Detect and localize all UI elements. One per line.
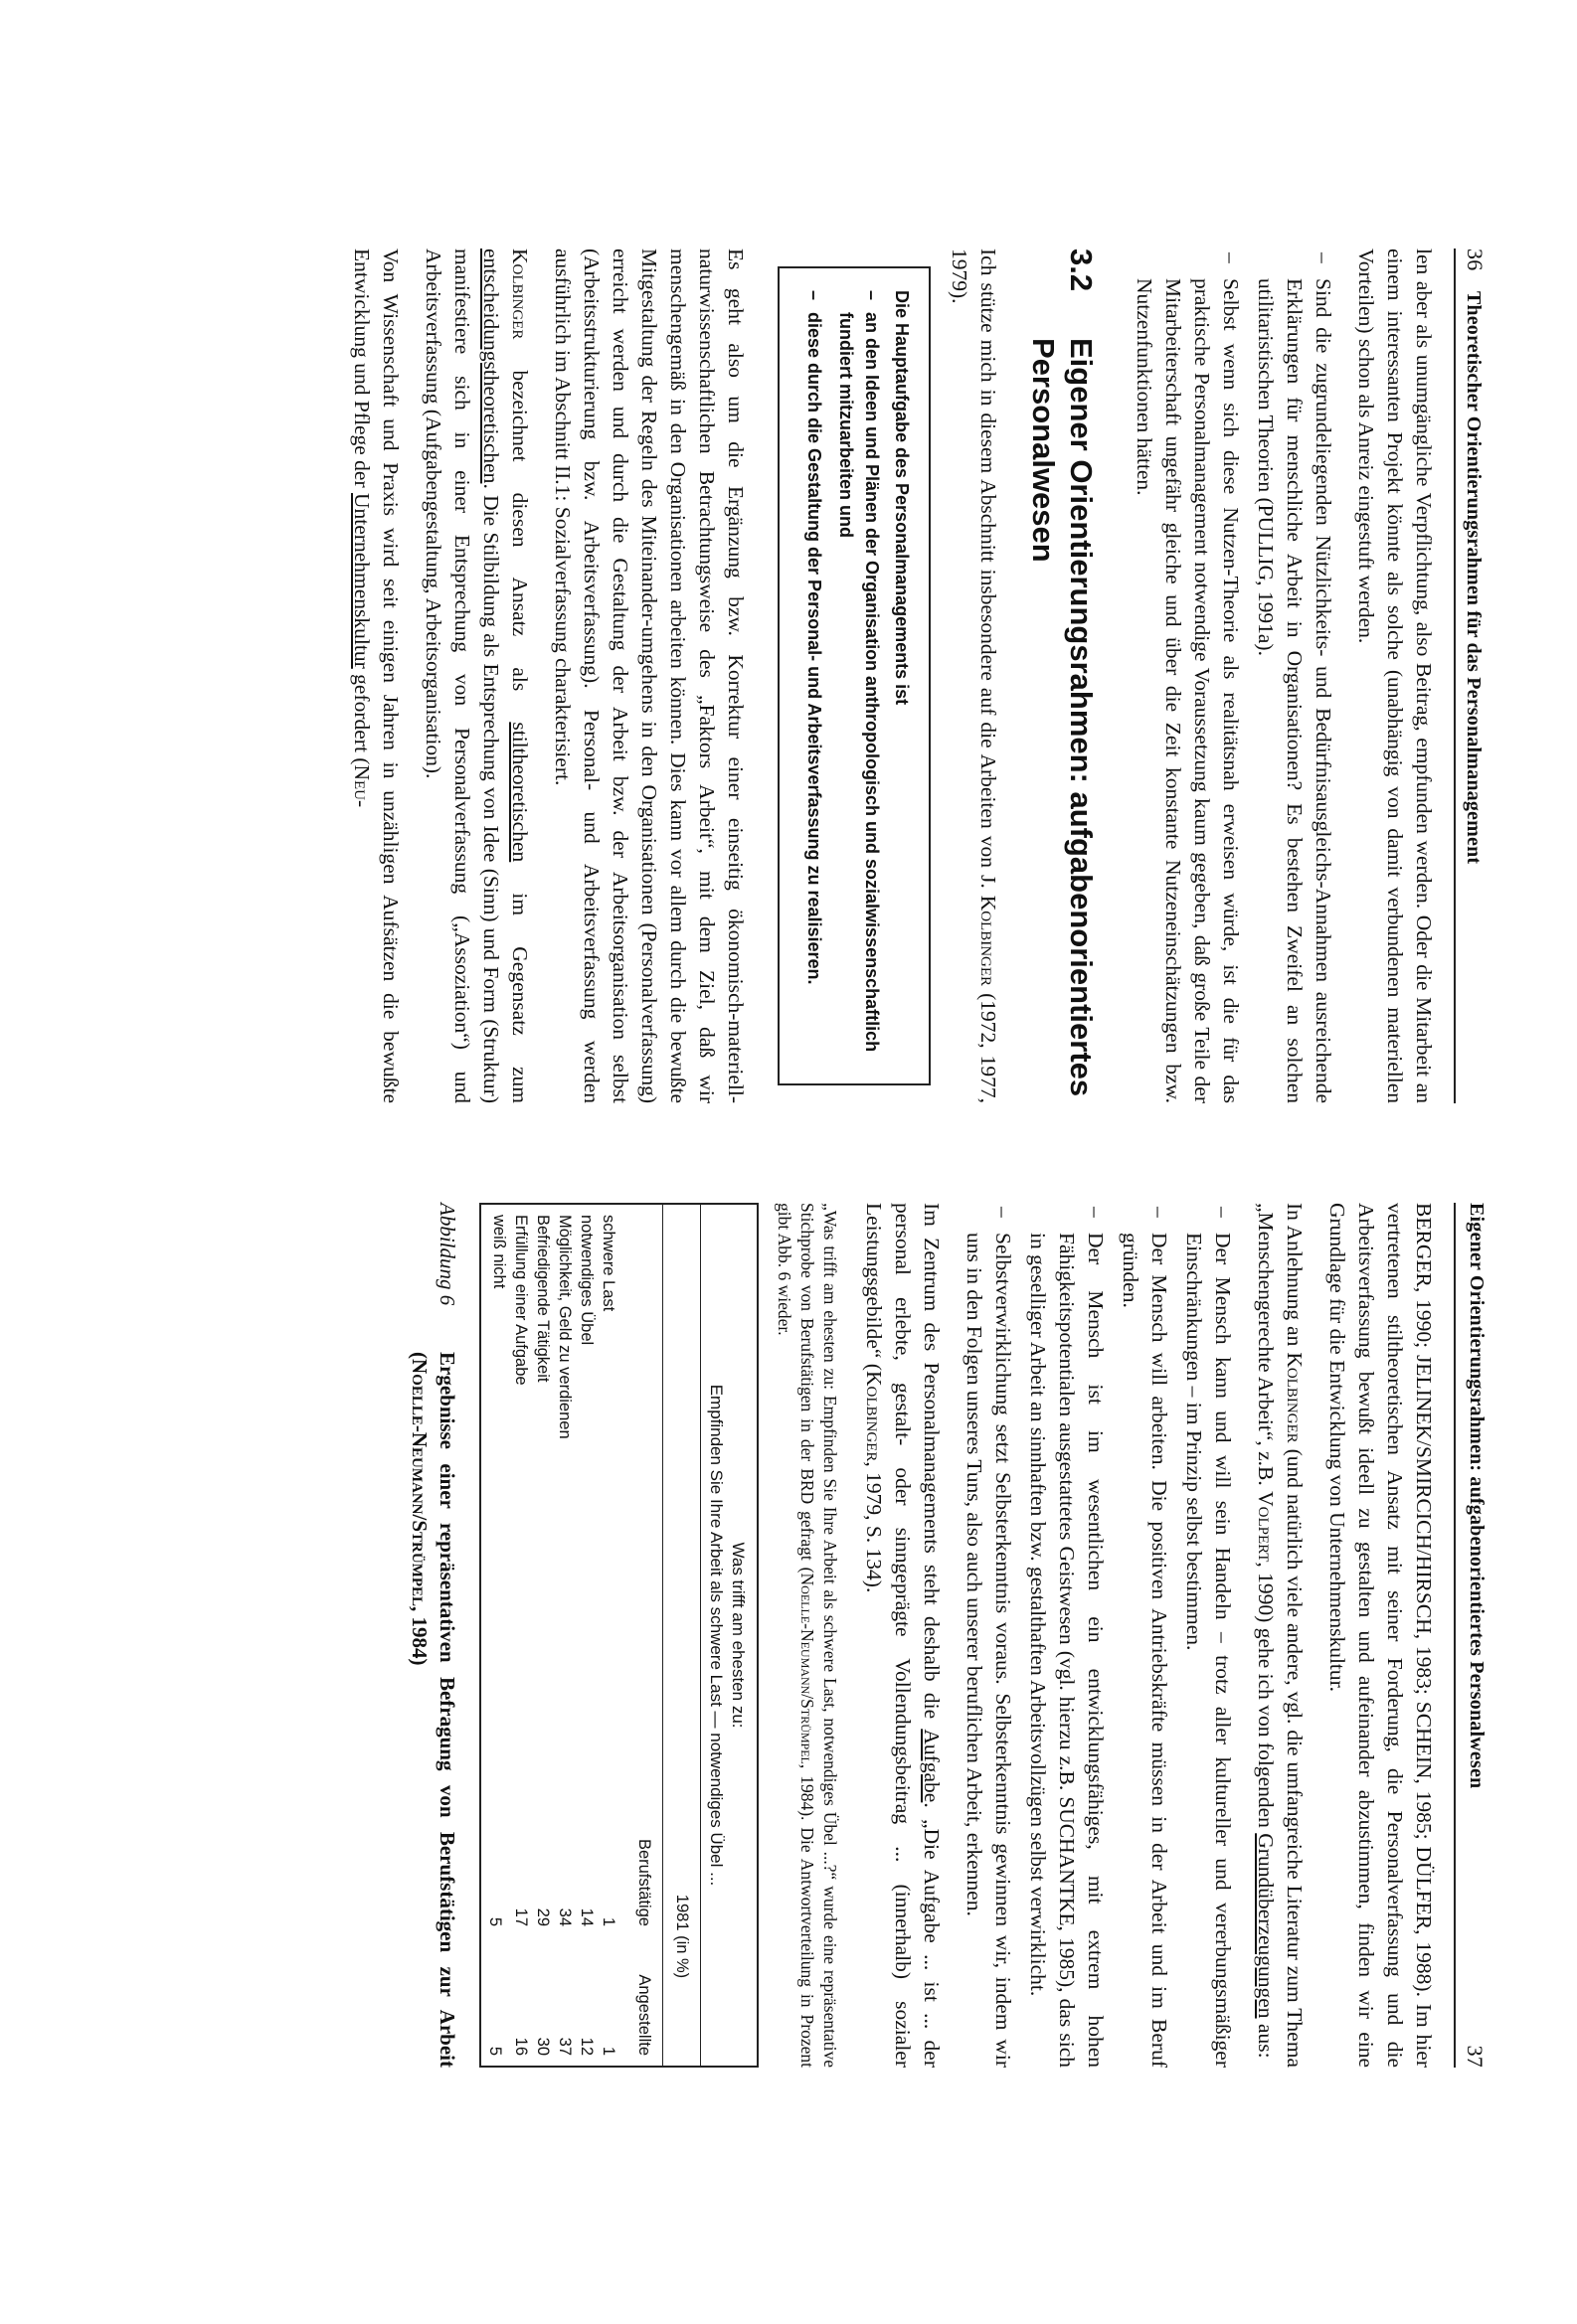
right-page-number: 37 bbox=[1463, 2045, 1488, 2068]
figure-box bbox=[479, 1203, 759, 2068]
thesis-lead: Die Hauptaufgabe des Personalmanagements ist bbox=[892, 290, 912, 706]
table-row: schwere Last 1 1 bbox=[600, 1215, 617, 2056]
left-page-number-inner: 36 bbox=[1463, 249, 1488, 271]
thesis-item: – diese durch die Gestaltung der Personal- und Arbeitsverfassung zu realisieren. bbox=[801, 290, 827, 1062]
figure-caption bbox=[406, 1203, 461, 2068]
left-header-rule-inner bbox=[1454, 249, 1456, 1103]
thesis-box bbox=[778, 266, 931, 1085]
kolbinger-paragraph: Kolbinger bezeichnet diesen Ansatz als stiltheoretischen im Gegensatz zum entscheidungstheoretischen. Die Stilbildung als Entsprechung von Idee (Sinn) und Form (Struktur) manifestiere sich in einer Entsprechung von Personalverfassung („Assoziation“) und Arbeitsverfassung (Aufgabengestaltung, Arbeitsorganisation). bbox=[422, 249, 532, 1103]
table-row: notwendiges Übel 14 12 bbox=[578, 1215, 596, 2056]
center-paragraph: Im Zentrum des Personalmanagements steht deshalb die Aufgabe. „Die Aufgabe ... ist ... der personal erlebte, gestalt- oder sinngeprägte Vollendungsbeitrag ... (innerhalb) sozialer Leistungsgebilde“ (Kolbinger, 1979, S. 134). bbox=[862, 1203, 944, 2068]
list-item: – Selbst wenn sich diese Nutzen-Theorie als realitätsnah erweisen würde, ist die für das praktische Personalmanagement notwendige Voraussetzung kaum gegeben, daß große Teile der Mitarbeiterschaft ungefähr gleiche und über die Zeit konstante Nutzeneinschätzungen bzw. Nutzenfunktionen hätten. bbox=[1130, 249, 1245, 1103]
left-running-header-inner bbox=[1462, 249, 1488, 1103]
section-heading bbox=[1024, 249, 1100, 1103]
table-row: weiß nicht 5 5 bbox=[486, 1215, 508, 2056]
figure-caption-label: Abbildung 6 bbox=[436, 1203, 459, 1306]
table-row: Erfüllung einer Aufgabe 17 16 bbox=[512, 1215, 530, 2056]
list-item: – Der Mensch will arbeiten. Die positiven Antriebskräfte müssen in der Arbeit und im Beruf gründen. bbox=[1116, 1203, 1173, 2068]
right-body bbox=[406, 1203, 1438, 2068]
list-item: – Der Mensch ist im wesentlichen ein entwicklungsfähiges, mit extrem hohen Fähigkeitspotentialen ausgestattetes Geistwesen (vgl. hierzu z.B. SUCHANTKE, 1985), das sich in geselliger Arbeit an sinnhaften bzw. gestalthaften Arbeitsvollzügen selbst verwirklicht. bbox=[1023, 1203, 1110, 2068]
list-item: – Sind die zugrundeliegenden Nützlichkeits- und Bedürfnisausgleichs-Annahmen ausreichende Erklärungen für menschliche Arbeit in Organisationen? Es bestehen Zweifel an solchen utilitaristischen Theorien (PULLIG, 1991a). bbox=[1251, 249, 1337, 1103]
culture-paragraph: Von Wissenschaft und Praxis wird seit einigen Jahren in unzähligen Aufsätzen die bewußte Entwicklung und Pflege der Unternehmenskultur gefordert (Neu- bbox=[350, 249, 403, 1103]
intro-paragraph-inner: len aber als unumgängliche Verpflichtung, also Beitrag, empfunden werden. Oder die Mitarbeit an einem interessanten Projekt könnte als solche (unabhängig von damit verbundenen materiellen Vorteilen) schon als Anreiz eingestuft werden. bbox=[1354, 249, 1436, 1103]
continued-paragraph: BERGER, 1990; JELINEK/SMIRCICH/HIRSCH, 1983; SCHEIN, 1985; DÜLFER, 1988). Im hier vertretenen stiltheoretischen Ansatz mit seiner Forderung, die Personalverfassung und die Arbeitsverfassung bewußt ideell zu gestalten und aufeinander abzustimmen, finden wir eine Grundlage für die Entwicklung von Unternehmenskultur. bbox=[1325, 1203, 1436, 2068]
left-header-title-inner: Theoretischer Orientierungsrahmen für das Personalmanagement bbox=[1463, 290, 1485, 865]
right-header-title: Eigener Orientierungsrahmen: aufgabenorientiertes Personalwesen bbox=[1466, 1203, 1488, 1789]
figure-table bbox=[481, 1205, 700, 2066]
left-body bbox=[347, 249, 1438, 1103]
right-running-header bbox=[1462, 1203, 1488, 2068]
thesis-item: – an den Ideen und Plänen der Organisation anthropologisch und sozialwissenschaftlich fundiert mitzuarbeiten und bbox=[833, 290, 885, 1062]
section-title: Eigener Orientierungsrahmen: aufgabenorientiertes Personalwesen bbox=[1026, 338, 1099, 1097]
figure-year-unit: 1981 (in %) bbox=[663, 1807, 701, 2066]
figure-question-line2: Empfinden Sie Ihre Arbeit als schwere Last — notwendiges Übel ... bbox=[707, 1384, 726, 1887]
left-page bbox=[135, 249, 1488, 1103]
footnote: „Was trifft am ehesten zu: Empfinden Sie Ihre Arbeit als schwere Last, notwendiges Übel ...?“ wurde eine repräsentative Stichprobe von Berufstätigen in der BRD gefragt (Noelle-Neumann/Strümpel, 1984). Die Antwortverteilung in Prozent gibt Abb. 6 wieder. bbox=[775, 1203, 840, 2068]
table-row: Befriedigende Tätigkeit 29 30 bbox=[534, 1215, 552, 2056]
left-bullets bbox=[1130, 249, 1337, 1103]
col-header-berufstaetige: Berufstätige bbox=[635, 1838, 653, 1926]
figure-question bbox=[700, 1205, 757, 2066]
figure-caption-text: Ergebnisse einer repräsentativen Befragung von Berufstätigen zur Arbeit (Noelle-Neumann/Strümpel, 1984) bbox=[408, 1352, 459, 2068]
thesis-list bbox=[801, 290, 885, 1062]
right-bullets bbox=[960, 1203, 1237, 2068]
list-item: – Der Mensch kann und will sein Handeln – trotz aller kultureller und vererbungsmäßiger Einschränkungen – im Prinzip selbst bestimmen. bbox=[1179, 1203, 1237, 2068]
section-intro: Ich stütze mich in diesem Abschnitt insbesondere auf die Arbeiten von J. Kolbinger (1972, 1977, 1979). bbox=[948, 249, 1000, 1103]
section-number: 3.2 bbox=[1064, 249, 1099, 292]
list-item: – Selbstverwirklichung setzt Selbsterkenntnis voraus. Selbsterkenntnis gewinnen wir, indem wir uns in den Folgen unseres Tuns, also auch unserer beruflichen Arbeit, erkennen. bbox=[960, 1203, 1017, 2068]
right-header-rule bbox=[1454, 1203, 1456, 2068]
figure-question-line1: Was trifft am ehesten zu: bbox=[729, 1542, 748, 1729]
col-header-angestellte: Angestellte bbox=[635, 1974, 653, 2056]
table-row: Möglichkeit, Geld zu verdienen 34 37 bbox=[556, 1215, 574, 2056]
goal-paragraph: Es geht also um die Ergänzung bzw. Korrektur einer einseitig ökonomisch-materiell-naturwissenschaftlichen Betrachtungsweise des „Faktors Arbeit“, mit dem Ziel, daß wir menschengemäß in den Organisationen arbeiten können. Dies kann vor allem durch die bewußte Mitgestaltung der Regeln des Miteinander-umgehens in den Organisationen (Personalverfassung) erreicht werden und durch die Gestaltung der Arbeit bzw. der Arbeitsorganisation selbst (Arbeitsstrukturierung bzw. Arbeitsverfassung). Personal- und Arbeitsverfassung werden ausführlich im Abschnitt II.1: Sozialverfassung charakterisiert. bbox=[551, 249, 748, 1103]
convictions-paragraph: In Anlehnung an Kolbinger (und natürlich viele andere, vgl. die umfangreiche Literatur zum Thema „Menschengerechte Arbeit“, z.B. Volpert, 1990) gehe ich von folgenden Grundüberzeugungen aus: bbox=[1254, 1203, 1307, 2068]
right-page bbox=[95, 1203, 1488, 2068]
